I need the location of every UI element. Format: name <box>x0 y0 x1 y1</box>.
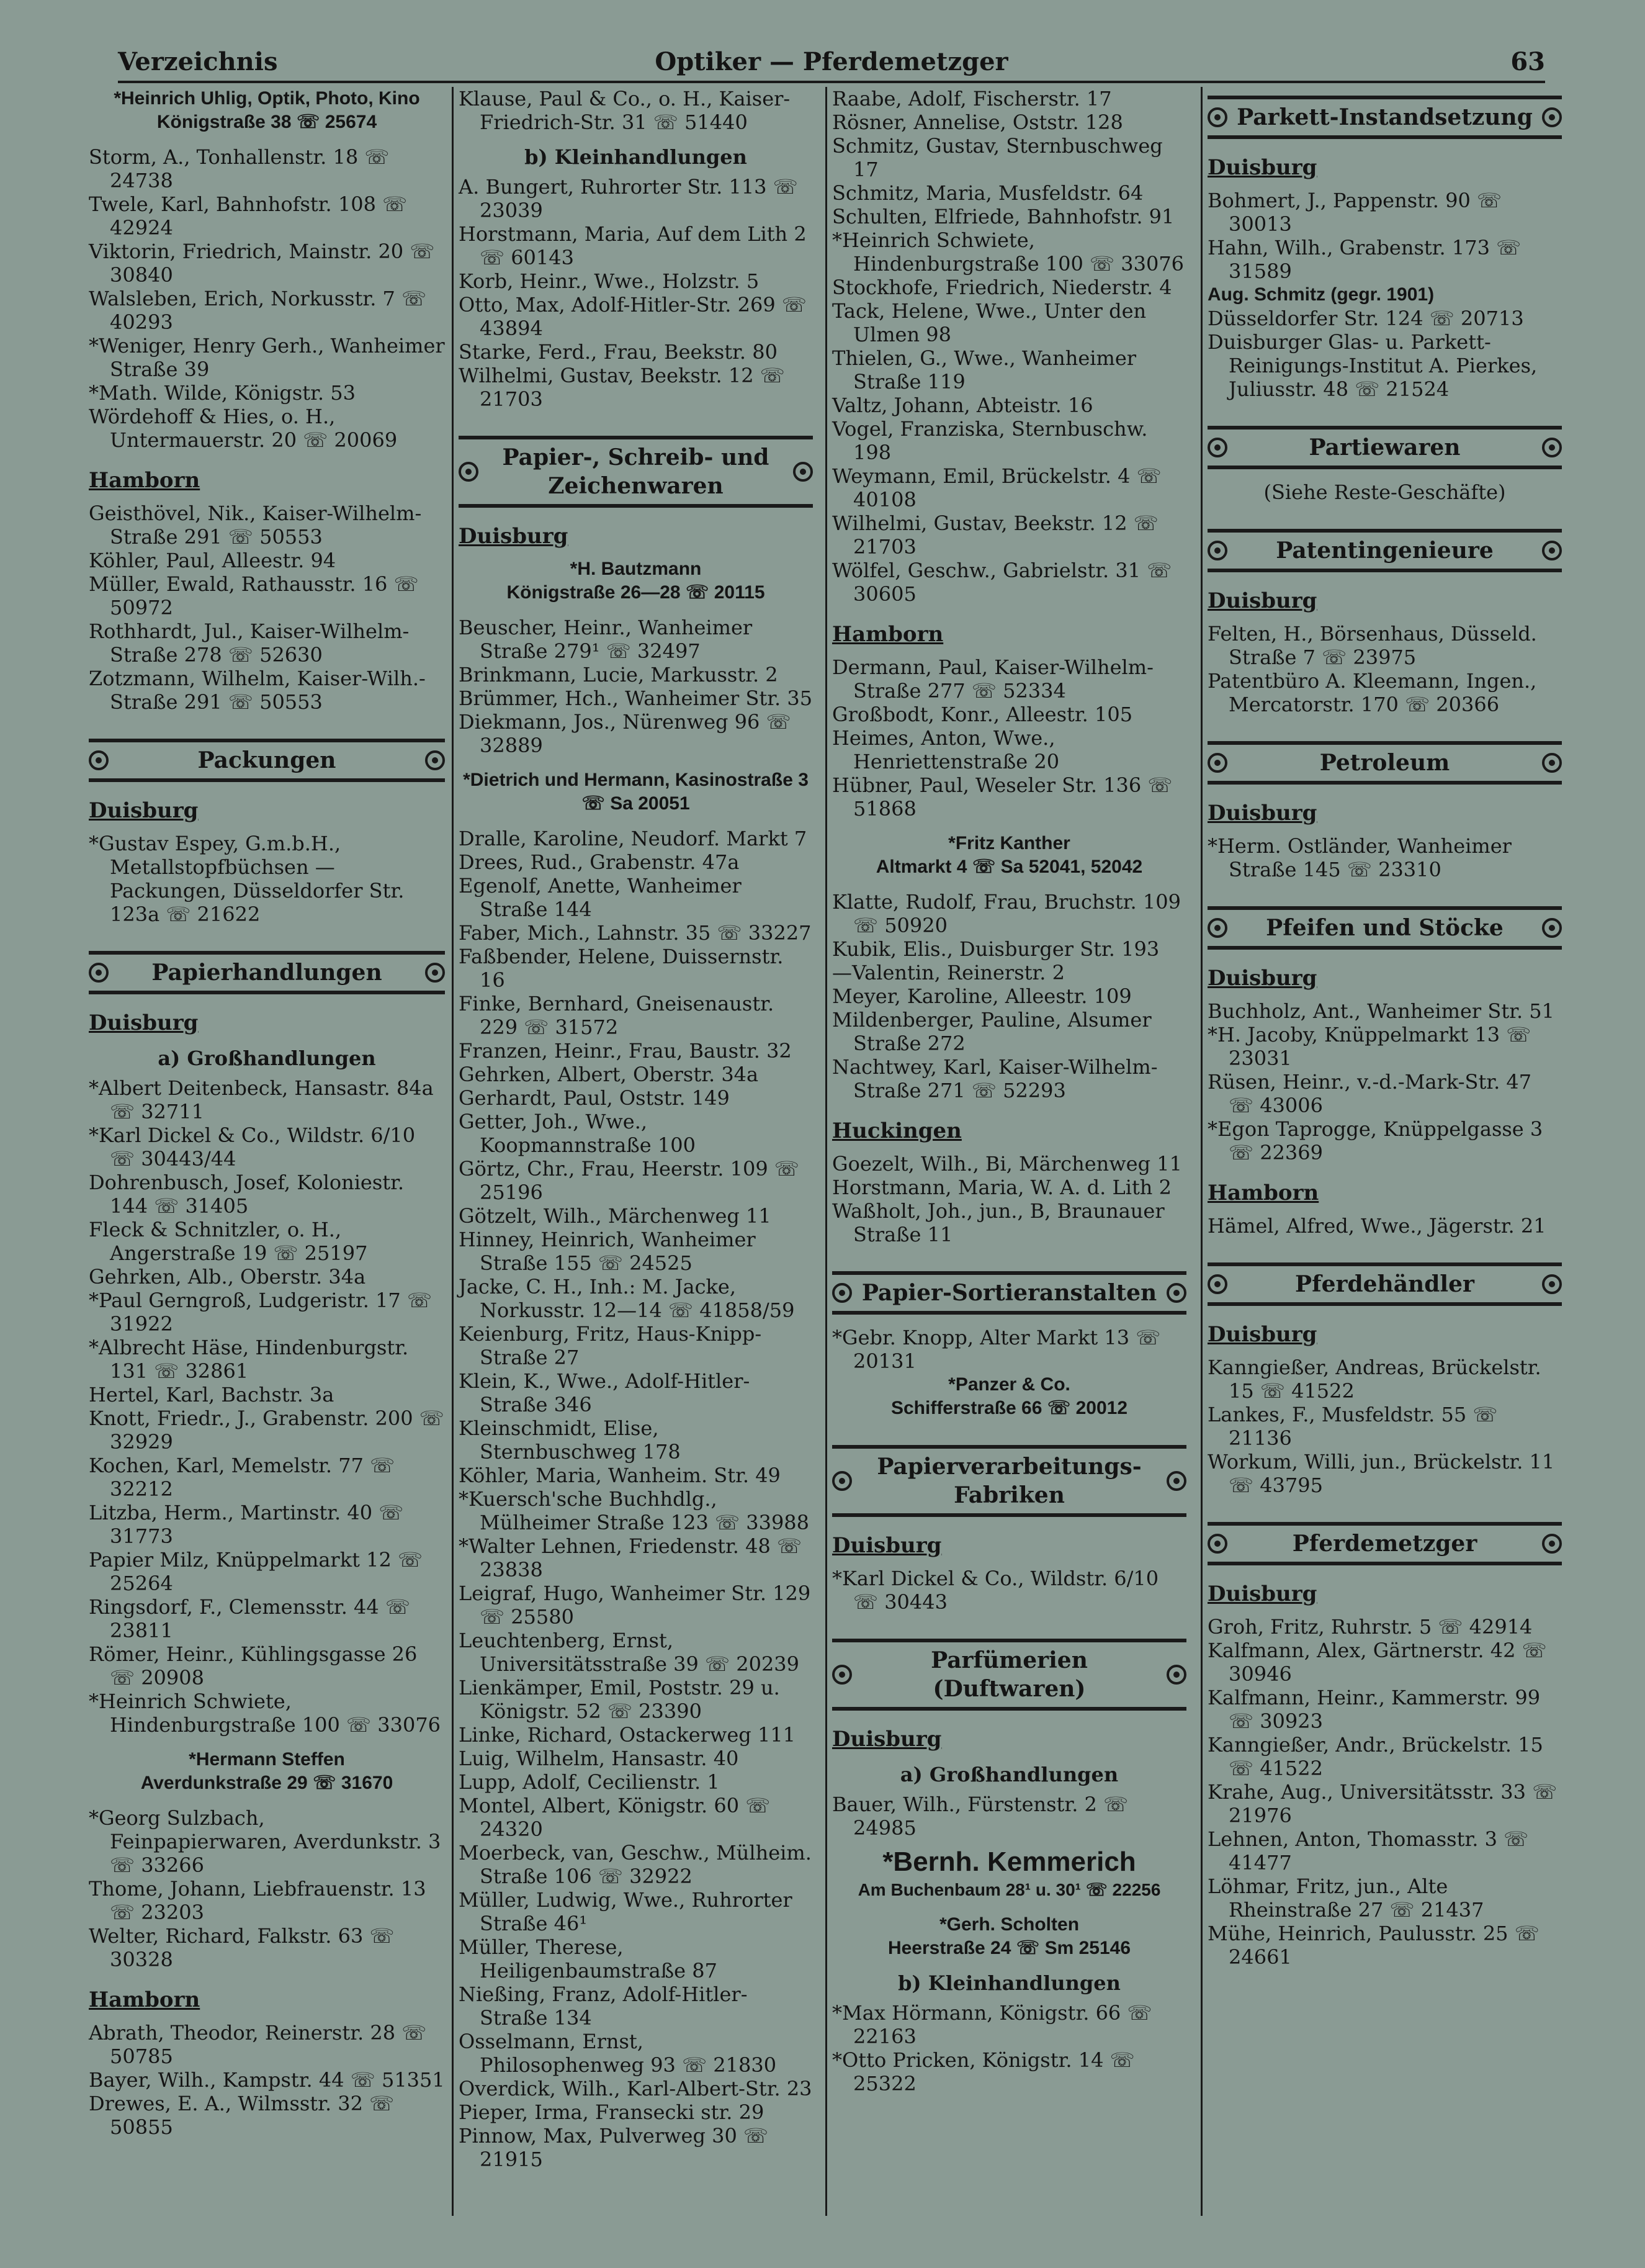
directory-entry: Müller, Ludwig, Wwe., Ruhrorter Straße 46¹ <box>459 1888 792 1935</box>
directory-entry: Valtz, Johann, Abteistr. 16 <box>832 394 1093 417</box>
directory-entry: Knott, Friedr., J., Grabenstr. 200 ☏ 32929 <box>89 1406 444 1454</box>
category-title: Partiewaren <box>1309 434 1461 461</box>
directory-entry: Großbodt, Konr., Alleestr. 105 <box>832 703 1133 726</box>
directory-entry: Rüsen, Heinr., v.-d.-Mark-Str. 47 ☏ 43006 <box>1208 1070 1532 1117</box>
directory-entry: Mildenberger, Pauline, Alsumer Straße 272 <box>832 1008 1152 1055</box>
entry-list <box>1208 834 1562 881</box>
directory-entry: Wölfel, Geschw., Gabrielstr. 31 ☏ 30605 <box>832 559 1172 606</box>
big-ad-address: Am Buchenbaum 28¹ u. 30¹ ☏ 22256 <box>858 1880 1161 1899</box>
directory-entry: *Walter Lehnen, Friedenstr. 48 ☏ 23838 <box>459 1534 802 1582</box>
directory-entry: Egenolf, Anette, Wanheimer Straße 144 <box>459 874 742 921</box>
directory-entry: Thielen, G., Wwe., Wanheimer Straße 119 <box>832 346 1137 394</box>
entry-list <box>1208 1615 1562 1969</box>
directory-entry: Finke, Bernhard, Gneisenaustr. 229 ☏ 31572 <box>459 992 774 1039</box>
directory-entry: Jacke, C. H., Inh.: M. Jacke, Norkusstr. 12—14 ☏ 41858/59 <box>459 1275 795 1322</box>
place-heading: Duisburg <box>1208 1322 1317 1347</box>
entry-list <box>459 827 813 2171</box>
ad-line: *Panzer & Co. <box>948 1374 1070 1395</box>
big-ad-name: *Bernh. Kemmerich <box>882 1847 1136 1877</box>
see-also-note: (Siehe Reste-Geschäfte) <box>1263 480 1506 504</box>
directory-entry: Dralle, Karoline, Neudorf. Markt 7 <box>459 827 807 850</box>
directory-entry: Weymann, Emil, Brückelstr. 4 ☏ 40108 <box>832 464 1162 511</box>
place-heading: Duisburg <box>1208 1582 1317 1606</box>
bullet-icon <box>1542 918 1562 938</box>
subheading: b) Kleinhandlungen <box>898 1971 1121 1995</box>
directory-entry: Görtz, Chr., Frau, Heerstr. 109 ☏ 25196 <box>459 1157 799 1204</box>
category-title: Parfümerien (Duftwaren) <box>931 1647 1088 1702</box>
directory-entry: Fleck & Schnitzler, o. H., Angerstraße 19 ☏ 25197 <box>89 1218 368 1265</box>
directory-entry: Götzelt, Wilh., Märchenweg 11 <box>459 1204 771 1228</box>
directory-entry: Schmitz, Gustav, Sternbuschweg 17 <box>832 134 1163 181</box>
directory-entry: Abrath, Theodor, Reinerstr. 28 ☏ 50785 <box>89 2021 427 2068</box>
directory-entry: Klatte, Rudolf, Frau, Bruchstr. 109 ☏ 50920 <box>832 890 1181 937</box>
directory-entry: Horstmann, Maria, W. A. d. Lith 2 <box>832 1176 1172 1199</box>
category-title: Papierhandlungen <box>151 960 382 986</box>
place-heading: Duisburg <box>832 1533 942 1558</box>
ad-line: Heerstraße 24 ☏ Sm 25146 <box>887 1938 1131 1958</box>
place-heading: Hamborn <box>832 622 944 647</box>
place-heading: Duisburg <box>1208 801 1317 826</box>
entry-list <box>89 1806 445 1971</box>
directory-entry: Heimes, Anton, Wwe., Henriettenstraße 20 <box>832 726 1060 773</box>
directory-entry: Lienkämper, Emil, Poststr. 29 u. Königstr. 52 ☏ 23390 <box>459 1676 780 1723</box>
directory-entry: Thome, Johann, Liebfrauenstr. 13 ☏ 23203 <box>89 1877 426 1924</box>
entry-list <box>89 2021 445 2139</box>
directory-entry: Rothhardt, Jul., Kaiser-Wilhelm-Straße 278 ☏ 52630 <box>89 619 410 667</box>
entry-list <box>89 1076 445 1737</box>
header-title: Optiker — Pferdemetzger <box>655 47 1008 76</box>
directory-entry: Bohmert, J., Pappenstr. 90 ☏ 30013 <box>1208 189 1502 236</box>
bullet-icon <box>832 1471 852 1491</box>
bullet-icon <box>1542 1274 1562 1294</box>
directory-entry: Papier Milz, Knüppelmarkt 12 ☏ 25264 <box>89 1548 423 1595</box>
bullet-icon <box>1542 1534 1562 1554</box>
directory-entry: Faßbender, Helene, Duissernstr. 16 <box>459 945 784 992</box>
page-header <box>118 43 1545 83</box>
entry-list <box>832 1567 1186 1614</box>
category-heading <box>459 436 813 508</box>
ad-line: *Fritz Kanther <box>948 833 1070 853</box>
ad-line: *Dietrich und Hermann, Kasinostraße 3 ☏ Sa 20051 <box>463 770 809 814</box>
entry-list <box>1208 999 1562 1164</box>
directory-entry: Workum, Willi, jun., Brückelstr. 11 ☏ 43795 <box>1208 1450 1555 1497</box>
column-3 <box>825 87 1191 2216</box>
category-heading <box>832 1445 1186 1517</box>
directory-entry: —Valentin, Reinerstr. 2 <box>832 961 1065 984</box>
directory-entry: Löhmar, Fritz, jun., Alte Rheinstraße 27 ☏ 21437 <box>1208 1874 1484 1922</box>
entry-list <box>832 890 1186 1102</box>
directory-entry: *Paul Gerngroß, Ludgeristr. 17 ☏ 31922 <box>89 1289 432 1336</box>
place-heading: Duisburg <box>89 798 199 823</box>
directory-entry: Welter, Richard, Falkstr. 63 ☏ 30328 <box>89 1924 395 1971</box>
bullet-icon <box>1208 753 1227 773</box>
directory-entry: Patentbüro A. Kleemann, Ingen., Mercatorstr. 170 ☏ 20366 <box>1208 669 1537 716</box>
ad-line: Königstraße 26—28 ☏ 20115 <box>506 582 765 603</box>
directory-entry: Leuchtenberg, Ernst, Universitätsstraße 39 ☏ 20239 <box>459 1629 800 1676</box>
column-2 <box>452 87 818 2216</box>
directory-entry: A. Bungert, Ruhrorter Str. 113 ☏ 23039 <box>459 175 798 222</box>
bullet-icon <box>1542 107 1562 127</box>
directory-entry: Krahe, Aug., Universitätsstr. 33 ☏ 21976 <box>1208 1780 1558 1827</box>
directory-entry: *Otto Pricken, Königstr. 14 ☏ 25322 <box>832 2048 1135 2095</box>
ad-line: *Gerh. Scholten <box>939 1914 1080 1935</box>
directory-entry: Rösner, Annelise, Oststr. 128 <box>832 110 1123 134</box>
directory-entry: *Max Hörmann, Königstr. 66 ☏ 22163 <box>832 2001 1152 2048</box>
directory-entry: Lehnen, Anton, Thomasstr. 3 ☏ 41477 <box>1208 1827 1529 1874</box>
subheading: a) Großhandlungen <box>158 1046 376 1070</box>
directory-entry: Kanngießer, Andr., Brückelstr. 15 ☏ 41522 <box>1208 1733 1543 1780</box>
bullet-icon <box>1542 541 1562 560</box>
directory-entry: Twele, Karl, Bahnhofstr. 108 ☏ 42924 <box>89 192 408 240</box>
category-heading <box>1208 529 1562 572</box>
directory-entry: Drewes, E. A., Wilmsstr. 32 ☏ 50855 <box>89 2092 395 2139</box>
directory-entry: Osselmann, Ernst, Philosophenweg 93 ☏ 21830 <box>459 2030 777 2077</box>
directory-entry: Viktorin, Friedrich, Mainstr. 20 ☏ 30840 <box>89 240 435 287</box>
directory-entry: Düsseldorfer Str. 124 ☏ 20713 <box>1208 307 1524 330</box>
directory-entry: Kalfmann, Alex, Gärtnerstr. 42 ☏ 30946 <box>1208 1639 1547 1686</box>
directory-entry: Römer, Heinr., Kühlingsgasse 26 ☏ 20908 <box>89 1642 418 1690</box>
directory-entry: Schmitz, Maria, Musfeldstr. 64 <box>832 181 1144 205</box>
directory-entry: *Math. Wilde, Königstr. 53 <box>89 381 356 405</box>
place-heading: Hamborn <box>89 1987 200 2012</box>
directory-entry: Gehrken, Albert, Oberstr. 34a <box>459 1063 759 1086</box>
subheading: b) Kleinhandlungen <box>524 145 747 169</box>
directory-entry: Wördehoff & Hies, o. H., Untermauerstr. 20 ☏ 20069 <box>89 405 398 452</box>
directory-entry: Kanngießer, Andreas, Brückelstr. 15 ☏ 41522 <box>1208 1356 1541 1403</box>
bullet-icon <box>1208 107 1227 127</box>
directory-entry: *Karl Dickel & Co., Wildstr. 6/10 ☏ 30443/44 <box>89 1123 416 1171</box>
column-1 <box>84 87 450 2216</box>
directory-entry: *Kuersch'sche Buchhdlg., Mülheimer Straße 123 ☏ 33988 <box>459 1487 810 1534</box>
directory-entry: Müller, Ewald, Rathausstr. 16 ☏ 50972 <box>89 572 419 619</box>
directory-entry: *Heinrich Schwiete, Hindenburgstraße 100 ☏ 33076 <box>89 1690 441 1737</box>
entry-list <box>832 1326 1186 1373</box>
directory-entry: Lupp, Adolf, Cecilienstr. 1 <box>459 1770 720 1794</box>
place-heading: Hamborn <box>1208 1181 1319 1205</box>
bullet-icon <box>1208 918 1227 938</box>
directory-entry: Duisburger Glas- u. Parkett-Reinigungs-Institut A. Pierkes, Juliusstr. 48 ☏ 21524 <box>1208 330 1538 401</box>
directory-entry: Geisthövel, Nik., Kaiser-Wilhelm-Straße 291 ☏ 50553 <box>89 502 422 549</box>
entry-list <box>1208 622 1562 716</box>
place-heading: Duisburg <box>1208 966 1317 991</box>
directory-entry: Leigraf, Hugo, Wanheimer Str. 129 ☏ 25580 <box>459 1582 811 1629</box>
directory-entry: Diekmann, Jos., Nürenweg 96 ☏ 32889 <box>459 710 791 757</box>
column-4 <box>1201 87 1567 2216</box>
directory-entry: Moerbeck, van, Geschw., Mülheim. Straße 106 ☏ 32922 <box>459 1841 812 1888</box>
directory-entry: Franzen, Heinr., Frau, Baustr. 32 <box>459 1039 792 1063</box>
directory-entry: Hinney, Heinrich, Wanheimer Straße 155 ☏ 24525 <box>459 1228 756 1275</box>
directory-entry: Brümmer, Hch., Wanheimer Str. 35 <box>459 686 813 710</box>
category-title: Pferdehändler <box>1295 1271 1474 1297</box>
entry-list <box>832 87 1186 606</box>
entry-list <box>832 655 1186 821</box>
entry-list <box>1208 307 1562 401</box>
directory-entry: Drees, Rud., Grabenstr. 47a <box>459 850 740 874</box>
ad-line: *Hermann Steffen <box>189 1749 345 1770</box>
directory-entry: Wilhelmi, Gustav, Beekstr. 12 ☏ 21703 <box>832 511 1159 559</box>
directory-entry: Wilhelmi, Gustav, Beekstr. 12 ☏ 21703 <box>459 364 785 411</box>
directory-entry: *H. Jacoby, Knüppelmarkt 13 ☏ 23031 <box>1208 1023 1531 1070</box>
ad-line: Schifferstraße 66 ☏ 20012 <box>890 1398 1128 1418</box>
directory-entry: Walsleben, Erich, Norkusstr. 7 ☏ 40293 <box>89 287 427 334</box>
entry-list <box>1208 1214 1562 1238</box>
entry-list <box>1208 189 1562 283</box>
place-heading: Huckingen <box>832 1118 962 1143</box>
bullet-icon <box>793 462 813 482</box>
category-heading <box>89 739 445 782</box>
bullet-icon <box>89 750 109 770</box>
directory-entry: *Gustav Espey, G.m.b.H., Metallstopfbüchsen — Packungen, Düsseldorfer Str. 123a ☏ 21622 <box>89 832 405 926</box>
directory-entry: *Herm. Ostländer, Wanheimer Straße 145 ☏ 23310 <box>1208 834 1512 881</box>
directory-entry: *Heinrich Schwiete, Hindenburgstraße 100 ☏ 33076 <box>832 228 1185 276</box>
directory-entry: Müller, Therese, Heiligenbaumstraße 87 <box>459 1935 717 1982</box>
category-title: Pferdemetzger <box>1292 1531 1477 1557</box>
directory-entry: *Karl Dickel & Co., Wildstr. 6/10 ☏ 30443 <box>832 1567 1159 1614</box>
category-title: Papier-Sortieranstalten <box>861 1280 1157 1306</box>
ad-line: Averdunkstraße 29 ☏ 31670 <box>140 1773 393 1793</box>
entry-list <box>89 502 445 714</box>
directory-entry: Waßholt, Joh., jun., B, Braunauer Straße 11 <box>832 1199 1165 1246</box>
directory-entry: Bayer, Wilh., Kampstr. 44 ☏ 51351 <box>89 2068 445 2092</box>
directory-entry: Kalfmann, Heinr., Kammerstr. 99 ☏ 30923 <box>1208 1686 1541 1733</box>
directory-entry: Storm, A., Tonhallenstr. 18 ☏ 24738 <box>89 145 390 192</box>
entry-list <box>832 1793 1186 1840</box>
directory-entry: Dermann, Paul, Kaiser-Wilhelm-Straße 277 ☏ 52334 <box>832 655 1154 703</box>
directory-entry: Hahn, Wilh., Grabenstr. 173 ☏ 31589 <box>1208 236 1522 283</box>
entry-list <box>832 2001 1186 2095</box>
directory-entry: Kochen, Karl, Memelstr. 77 ☏ 32212 <box>89 1454 395 1501</box>
directory-entry: Köhler, Paul, Alleestr. 94 <box>89 549 336 572</box>
page-number: 63 <box>1510 47 1545 76</box>
directory-entry: *Weniger, Henry Gerh., Wanheimer Straße 39 <box>89 334 445 381</box>
directory-entry: Horstmann, Maria, Auf dem Lith 2 ☏ 60143 <box>459 222 807 269</box>
category-heading <box>1208 426 1562 469</box>
directory-entry: Montel, Albert, Königstr. 60 ☏ 24320 <box>459 1794 771 1841</box>
category-title: Petroleum <box>1319 750 1450 776</box>
bullet-icon <box>1208 541 1227 560</box>
directory-entry: Overdick, Wilh., Karl-Albert-Str. 23 <box>459 2077 812 2100</box>
bullet-icon <box>1208 1534 1227 1554</box>
directory-entry: Korb, Heinr., Wwe., Holzstr. 5 <box>459 269 760 293</box>
category-heading <box>1208 906 1562 950</box>
entry-list <box>459 87 813 134</box>
directory-entry: Schulten, Elfriede, Bahnhofstr. 91 <box>832 205 1175 228</box>
directory-entry: Brinkmann, Lucie, Markusstr. 2 <box>459 663 778 686</box>
directory-entry: Keienburg, Fritz, Haus-Knipp-Straße 27 <box>459 1322 762 1369</box>
place-heading: Duisburg <box>1208 588 1317 613</box>
place-heading: Duisburg <box>89 1010 199 1035</box>
directory-entry: Bauer, Wilh., Fürstenstr. 2 ☏ 24985 <box>832 1793 1129 1840</box>
directory-entry: Stockhofe, Friedrich, Niederstr. 4 <box>832 276 1172 299</box>
directory-entry: Raabe, Adolf, Fischerstr. 17 <box>832 87 1112 110</box>
directory-entry: *Albrecht Häse, Hindenburgstr. 131 ☏ 32861 <box>89 1336 409 1383</box>
directory-entry: Köhler, Maria, Wanheim. Str. 49 <box>459 1464 781 1487</box>
directory-entry: Hertel, Karl, Bachstr. 3a <box>89 1383 334 1406</box>
ad-line: *Heinrich Uhlig, Optik, Photo, Kino <box>114 88 420 109</box>
directory-entry: Felten, H., Börsenhaus, Düsseld. Straße 7 ☏ 23975 <box>1208 622 1537 669</box>
directory-entry: Gehrken, Alb., Oberstr. 34a <box>89 1265 366 1289</box>
directory-entry: *Egon Taprogge, Knüppelgasse 3 ☏ 22369 <box>1208 1117 1543 1164</box>
entry-list <box>89 145 445 452</box>
directory-entry: *Georg Sulzbach, Feinpapierwaren, Averdunkstr. 3 ☏ 33266 <box>89 1806 441 1877</box>
category-heading <box>89 951 445 994</box>
entry-list <box>89 832 445 926</box>
directory-entry: Faber, Mich., Lahnstr. 35 ☏ 33227 <box>459 921 812 945</box>
directory-entry: Luig, Wilhelm, Hansastr. 40 <box>459 1747 739 1770</box>
directory-entry: Nießing, Franz, Adolf-Hitler-Straße 134 <box>459 1982 748 2030</box>
bullet-icon <box>1167 1665 1186 1685</box>
ad-line: Königstraße 38 ☏ 25674 <box>156 112 377 132</box>
place-heading: Hamborn <box>89 468 200 493</box>
directory-entry: Dohrenbusch, Josef, Koloniestr. 144 ☏ 31405 <box>89 1171 405 1218</box>
bullet-icon <box>1167 1471 1186 1491</box>
directory-entry: Zotzmann, Wilhelm, Kaiser-Wilh.-Straße 291 ☏ 50553 <box>89 667 426 714</box>
directory-entry: Hübner, Paul, Weseler Str. 136 ☏ 51868 <box>832 773 1173 821</box>
directory-entry: Mühe, Heinrich, Paulusstr. 25 ☏ 24661 <box>1208 1922 1540 1969</box>
directory-entry: Gerhardt, Paul, Oststr. 149 <box>459 1086 730 1110</box>
directory-entry: Tack, Helene, Wwe., Unter den Ulmen 98 <box>832 299 1147 346</box>
bullet-icon <box>832 1283 852 1303</box>
directory-entry: Kleinschmidt, Elise, Sternbuschweg 178 <box>459 1416 681 1464</box>
category-heading <box>1208 1522 1562 1565</box>
directory-entry: Litzba, Herm., Martinstr. 40 ☏ 31773 <box>89 1501 404 1548</box>
entry-list <box>1208 1356 1562 1497</box>
directory-entry: Groh, Fritz, Ruhrstr. 5 ☏ 42914 <box>1208 1615 1533 1639</box>
ad-line: Altmarkt 4 ☏ Sa 52041, 52042 <box>876 857 1143 877</box>
directory-entry: Beuscher, Heinr., Wanheimer Straße 279¹ ☏ 32497 <box>459 616 753 663</box>
category-title: Pfeifen und Stöcke <box>1266 915 1504 941</box>
bullet-icon <box>832 1665 852 1685</box>
place-heading: Duisburg <box>459 524 568 549</box>
category-title: Packungen <box>197 747 336 773</box>
directory-entry: Otto, Max, Adolf-Hitler-Str. 269 ☏ 43894 <box>459 293 807 340</box>
directory-entry: Hämel, Alfred, Wwe., Jägerstr. 21 <box>1208 1214 1546 1238</box>
directory-entry: Buchholz, Ant., Wanheimer Str. 51 <box>1208 999 1555 1023</box>
ad-line: Aug. Schmitz (gegr. 1901) <box>1208 284 1435 305</box>
directory-entry: Meyer, Karoline, Alleestr. 109 <box>832 984 1132 1008</box>
bullet-icon <box>1208 438 1227 457</box>
bullet-icon <box>425 750 445 770</box>
directory-entry: Pinnow, Max, Pulverweg 30 ☏ 21915 <box>459 2124 768 2171</box>
directory-entry: Lankes, F., Musfeldstr. 55 ☏ 21136 <box>1208 1403 1498 1450</box>
directory-entry: *Gebr. Knopp, Alter Markt 13 ☏ 20131 <box>832 1326 1161 1373</box>
header-left: Verzeichnis <box>118 47 278 76</box>
directory-entry: Nachtwey, Karl, Kaiser-Wilhelm-Straße 271 ☏ 52293 <box>832 1055 1158 1102</box>
directory-entry: Klause, Paul & Co., o. H., Kaiser-Friedrich-Str. 31 ☏ 51440 <box>459 87 791 134</box>
bullet-icon <box>1542 753 1562 773</box>
bullet-icon <box>1542 438 1562 457</box>
category-heading <box>1208 96 1562 139</box>
directory-entry: Starke, Ferd., Frau, Beekstr. 80 <box>459 340 778 364</box>
bullet-icon <box>89 963 109 983</box>
directory-entry: Vogel, Franziska, Sternbuschw. 198 <box>832 417 1148 464</box>
category-title: Patentingenieure <box>1276 538 1494 564</box>
place-heading: Duisburg <box>1208 155 1317 180</box>
place-heading: Duisburg <box>832 1727 942 1752</box>
entry-list <box>459 175 813 411</box>
category-heading <box>832 1639 1186 1711</box>
subheading: a) Großhandlungen <box>900 1763 1119 1786</box>
directory-entry: Klein, K., Wwe., Adolf-Hitler-Straße 346 <box>459 1369 750 1416</box>
category-title: Papier-, Schreib- und Zeichenwaren <box>502 444 769 499</box>
category-heading <box>832 1271 1186 1315</box>
entry-list <box>459 616 813 757</box>
directory-entry: Linke, Richard, Ostackerweg 111 <box>459 1723 796 1747</box>
category-title: Parkett-Instandsetzung <box>1237 104 1533 130</box>
directory-entry: Goezelt, Wilh., Bi, Märchenweg 11 <box>832 1152 1182 1176</box>
directory-entry: Pieper, Irma, Fransecki str. 29 <box>459 2100 764 2124</box>
entry-list <box>832 1152 1186 1246</box>
directory-entry: Getter, Joh., Wwe., Koopmannstraße 100 <box>459 1110 696 1157</box>
bullet-icon <box>1167 1283 1186 1303</box>
category-title: Papierverarbeitungs-Fabriken <box>877 1454 1142 1508</box>
category-heading <box>1208 741 1562 785</box>
directory-entry: Kubik, Elis., Duisburger Str. 193 <box>832 937 1160 961</box>
category-heading <box>1208 1262 1562 1306</box>
bullet-icon <box>459 462 478 482</box>
directory-entry: Ringsdorf, F., Clemensstr. 44 ☏ 23811 <box>89 1595 410 1642</box>
bullet-icon <box>1208 1274 1227 1294</box>
ad-line: *H. Bautzmann <box>570 559 702 579</box>
directory-entry: *Albert Deitenbeck, Hansastr. 84a ☏ 32711 <box>89 1076 434 1123</box>
bullet-icon <box>425 963 445 983</box>
